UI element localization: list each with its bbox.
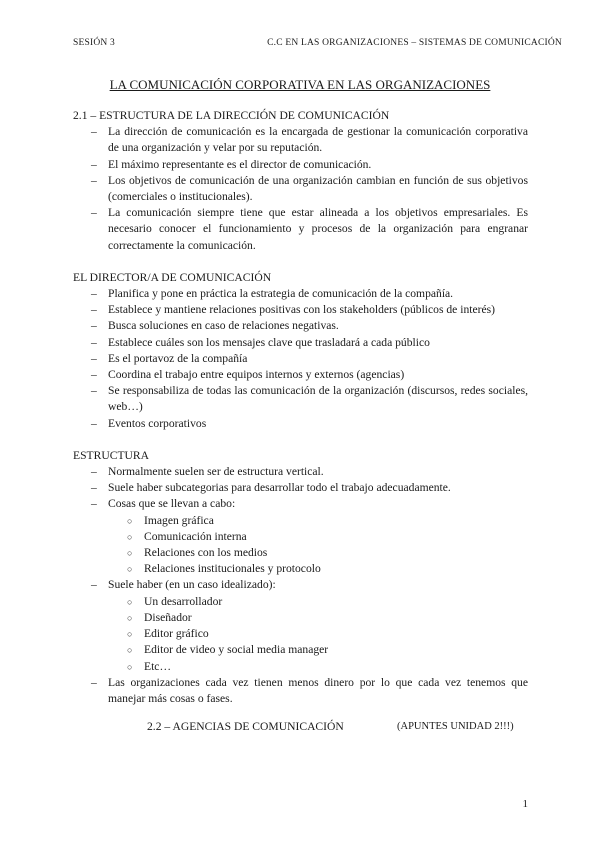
list-item: – La comunicación siempre tiene que estar alineada a los objetivos empresariales. Es necesario conocer el funcionamiento y procesos de la organización para engranar correctamente la comunicación. — [73, 205, 528, 254]
list-item: – Establece y mantiene relaciones positivas con los stakeholders (públicos de interés) — [73, 302, 528, 318]
running-header-left: SESIÓN 3 — [73, 38, 115, 48]
sublist-item: ○ Un desarrollador — [108, 594, 528, 610]
list-item-text: Cosas que se llevan a cabo: — [108, 497, 236, 511]
sublist-item: ○ Imagen gráfica — [108, 513, 528, 529]
list-item: – Suele haber subcategorias para desarrollar todo el trabajo adecuadamente. — [73, 480, 528, 496]
section-heading-agencias: 2.2 – AGENCIAS DE COMUNICACIÓN — [147, 720, 344, 734]
section-note: (APUNTES UNIDAD 2!!!) — [397, 721, 514, 733]
section-heading-agencias-row — [73, 719, 528, 735]
section3-list — [73, 464, 528, 707]
list-item: – El máximo representante es el director de comunicación. — [73, 157, 528, 173]
list-item: – Las organizaciones cada vez tienen menos dinero por lo que cada vez tenemos que manejar más cosas o fases. — [73, 675, 528, 707]
list-item — [73, 496, 528, 577]
sublist-item: ○ Relaciones con los medios — [108, 545, 528, 561]
list-item: – Planifica y pone en práctica la estrategia de comunicación de la compañía. — [73, 286, 528, 302]
list-item-text: Suele haber (en un caso idealizado): — [108, 578, 276, 592]
sublist-item: ○ Editor de video y social media manager — [108, 642, 528, 658]
list-item: – Establece cuáles son los mensajes clave que trasladará a cada público — [73, 335, 528, 351]
sublist-item: ○ Etc… — [108, 659, 528, 675]
sublist-tasks — [108, 513, 528, 578]
section1-list — [73, 124, 528, 254]
section-heading-estructura-direccion: 2.1 – ESTRUCTURA DE LA DIRECCIÓN DE COMUNICACIÓN — [73, 109, 390, 122]
sublist-item: ○ Editor gráfico — [108, 626, 528, 642]
section-heading-estructura: ESTRUCTURA — [73, 448, 150, 462]
page-number: 1 — [522, 798, 528, 810]
document-body — [73, 108, 528, 735]
sublist-item: ○ Diseñador — [108, 610, 528, 626]
document-title: LA COMUNICACIÓN CORPORATIVA EN LAS ORGANIZACIONES — [109, 77, 491, 92]
list-item: – La dirección de comunicación es la encargada de gestionar la comunicación corporativa de una organización y velar por su reputación. — [73, 124, 528, 156]
list-item: – Se responsabiliza de todas las comunicación de la organización (discursos, redes sociales, web…) — [73, 383, 528, 415]
list-item: – Los objetivos de comunicación de una organización cambian en función de sus objetivos (comerciales o institucionales). — [73, 173, 528, 205]
running-header-right: C.C EN LAS ORGANIZACIONES – SISTEMAS DE COMUNICACIÓN — [267, 38, 562, 48]
section-heading-director: EL DIRECTOR/A DE COMUNICACIÓN — [73, 270, 272, 284]
sublist-item: ○ Relaciones institucionales y protocolo — [108, 561, 528, 577]
sublist-roles — [108, 594, 528, 675]
spacer — [73, 254, 528, 270]
list-item: – Coordina el trabajo entre equipos internos y externos (agencias) — [73, 367, 528, 383]
spacer — [73, 432, 528, 448]
list-item: – Es el portavoz de la compañía — [73, 351, 528, 367]
list-item: – Busca soluciones en caso de relaciones negativas. — [73, 318, 528, 334]
list-item: – Normalmente suelen ser de estructura vertical. — [73, 464, 528, 480]
section2-list — [73, 286, 528, 432]
list-item: – Eventos corporativos — [73, 416, 528, 432]
sublist-item: ○ Comunicación interna — [108, 529, 528, 545]
list-item — [73, 577, 528, 674]
